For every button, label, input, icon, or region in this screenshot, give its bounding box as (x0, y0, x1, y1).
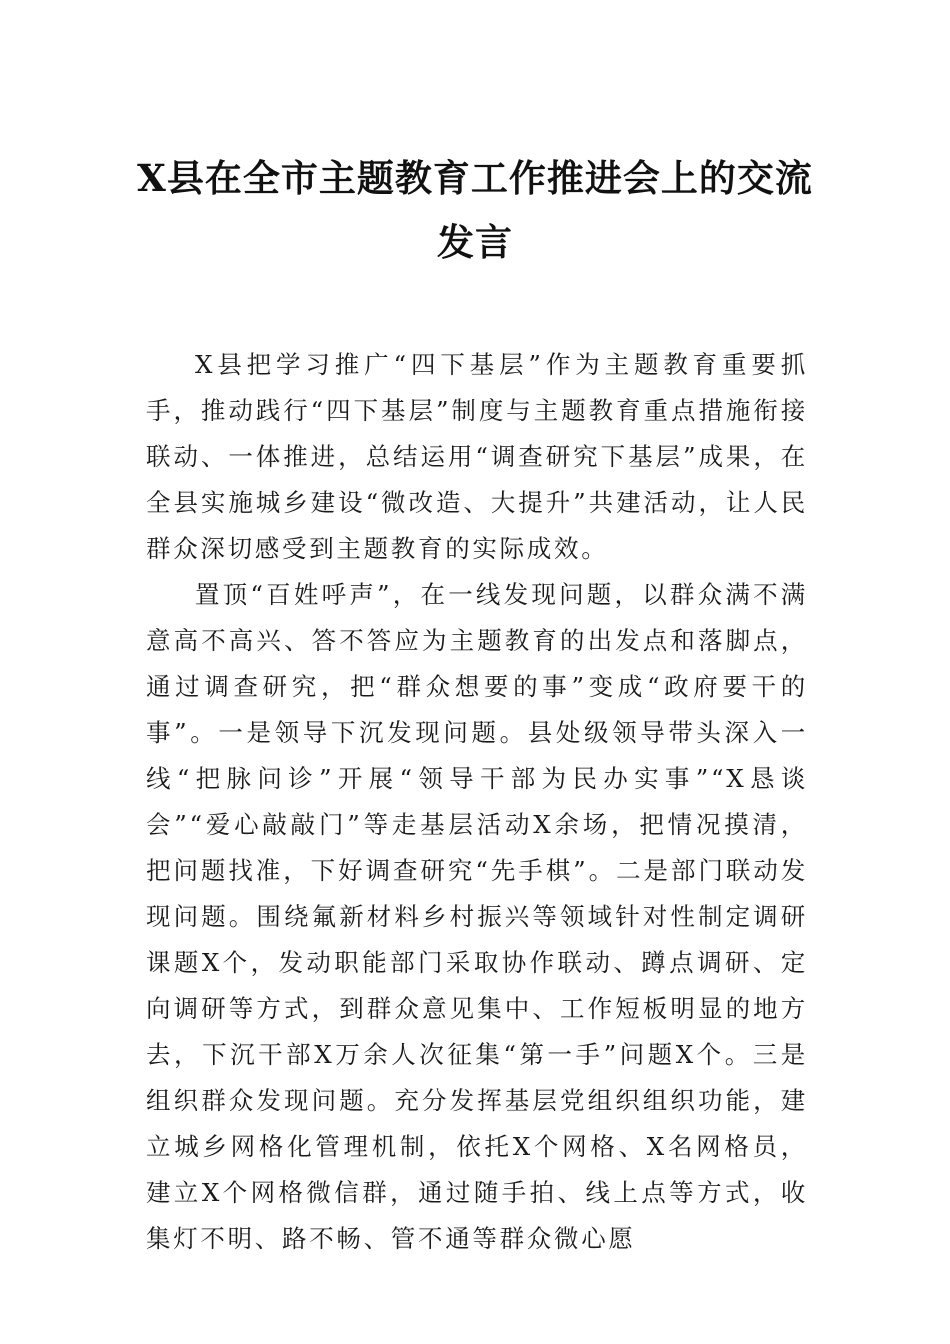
document-title: X县在全市主题教育工作推进会上的交流发言 (137, 156, 813, 264)
paragraph-public-voice: 置顶“百姓呼声”，在一线发现问题，以群众满不满意高不高兴、答不答应为主题教育的出发点和落脚点，通过调查研究，把“群众想要的事”变成“政府要干的事”。一是领导下沉发现问题。县处级领导带头深入一线“把脉问诊”开展“领导干部为民办实事”“X恳谈会”“爱心敲敲门”等走基层活动X余场，把情况摸清，把问题找准，下好调查研究“先手棋”。二是部门联动发现问题。围绕氟新材料乡村振兴等领域针对性制定调研课题X个，发动职能部门采取协作联动、蹲点调研、定向调研等方式，到群众意见集中、工作短板明显的地方去，下沉干部X万余人次征集“第一手”问题X个。三是组织群众发现问题。充分发挥基层党组织组织功能，建立城乡网格化管理机制，依托X个网格、X名网格员，建立X个网格微信群，通过随手拍、线上点等方式，收集灯不明、路不畅、管不通等群众微心愿 (146, 580, 808, 1253)
paragraph-intro: X县把学习推广“四下基层”作为主题教育重要抓手，推动践行“四下基层”制度与主题教育重点措施衔接联动、一体推进，总结运用“调查研究下基层”成果，在全县实施城乡建设“微改造、大提升”共建活动，让人民群众深切感受到主题教育的实际成效。 (146, 350, 808, 563)
document-body (146, 342, 808, 1262)
